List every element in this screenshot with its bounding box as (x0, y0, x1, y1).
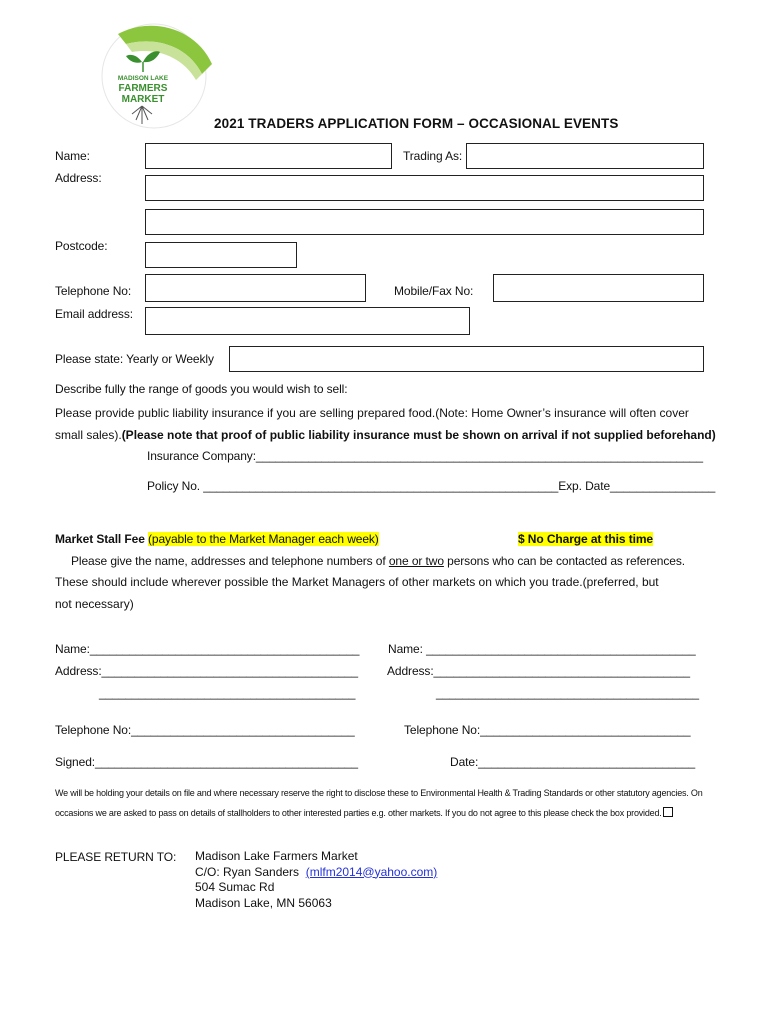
insurance-proof-note: (Please note that proof of public liability insurance must be shown on arrival if not supplied beforehand) (121, 428, 716, 442)
return-email-link[interactable]: (mlfm2014@yahoo.com) (305, 864, 438, 879)
ref2-telephone-line[interactable]: Telephone No:________________________________ (404, 723, 691, 737)
policy-number-line[interactable]: Policy No. ______________________________________________________Exp. Date________________ (147, 479, 716, 493)
ref2-name-line[interactable]: Name: _________________________________________ (388, 642, 696, 656)
ref2-address-line[interactable]: Address:_______________________________________ (387, 664, 690, 678)
return-label: PLEASE RETURN TO: (55, 850, 177, 864)
postcode-field[interactable] (145, 242, 297, 268)
return-line-2 (195, 865, 437, 881)
ref2-address-line-2[interactable]: ________________________________________ (436, 686, 699, 700)
insurance-company-line[interactable]: Insurance Company:____________________________________________________________________ (147, 449, 703, 463)
references-line-1 (71, 554, 685, 568)
opt-out-checkbox[interactable] (663, 807, 673, 817)
references-text-underlined: one or two (388, 554, 444, 568)
trading-as-label: Trading As: (403, 149, 463, 163)
ref1-name-line[interactable]: Name:_________________________________________ (55, 642, 360, 656)
references-text-a: Please give the name, addresses and telephone numbers of (71, 554, 386, 568)
references-text-b: persons who can be contacted as references. (447, 554, 685, 568)
logo-line-1: MADISON LAKE (117, 75, 169, 82)
email-label: Email address: (55, 307, 133, 321)
market-stall-fee (55, 532, 379, 546)
return-line-1: Madison Lake Farmers Market (195, 849, 358, 863)
name-field[interactable] (145, 143, 392, 169)
trading-as-field[interactable] (466, 143, 704, 169)
stall-fee-label: Market Stall Fee (55, 532, 145, 546)
mobile-fax-label: Mobile/Fax No: (394, 284, 474, 298)
return-line-3: 504 Sumac Rd (195, 880, 275, 894)
ref1-address-line-2[interactable]: _______________________________________ (99, 686, 356, 700)
market-logo (96, 20, 216, 130)
form-title: 2021 TRADERS APPLICATION FORM – OCCASIONAL EVENTS (214, 116, 619, 131)
return-line-4: Madison Lake, MN 56063 (195, 895, 332, 910)
insurance-note: Please provide public liability insurance if you are selling prepared food.(Note: Home Owner’s insurance will often cover small sales). (55, 406, 689, 442)
disclaimer-body: We will be holding your details on file and where necessary reserve the right to disclose these to Environmental Health & Trading Standards or other statutory agencies. On occasions we are asked to pass on details of stallholders to other interested parties e.g. other markets. If you do not agree to this please check the box provided. (55, 788, 703, 818)
postcode-label: Postcode: (55, 239, 108, 253)
telephone-field[interactable] (145, 274, 366, 302)
stall-fee-note: (payable to the Market Manager each week) (148, 532, 379, 546)
name-label: Name: (55, 149, 90, 163)
describe-goods-label: Describe fully the range of goods you would wish to sell: (55, 382, 348, 396)
yearly-weekly-label: Please state: Yearly or Weekly (55, 352, 214, 366)
return-care-of: C/O: Ryan Sanders (195, 864, 300, 879)
address-field-1[interactable] (145, 175, 704, 201)
no-charge-badge: $ No Charge at this time (518, 532, 653, 546)
disclaimer-text (55, 783, 720, 823)
references-line-2: These should include wherever possible the Market Managers of other markets on which you trade.(preferred, but not necessary) (55, 575, 659, 611)
insurance-paragraph (55, 402, 720, 446)
ref1-telephone-line[interactable]: Telephone No:__________________________________ (55, 723, 355, 737)
telephone-label: Telephone No: (55, 284, 132, 298)
logo-line-3: MARKET (121, 94, 165, 105)
signed-line[interactable]: Signed:________________________________________ (55, 755, 358, 769)
yearly-weekly-field[interactable] (229, 346, 704, 372)
return-address (195, 849, 437, 911)
address-label: Address: (55, 171, 102, 185)
ref1-address-line[interactable]: Address:_______________________________________ (55, 664, 358, 678)
email-field[interactable] (145, 307, 470, 335)
address-field-2[interactable] (145, 209, 704, 235)
logo-line-2: FARMERS (118, 83, 168, 94)
date-line[interactable]: Date:_________________________________ (450, 755, 696, 769)
mobile-fax-field[interactable] (493, 274, 704, 302)
